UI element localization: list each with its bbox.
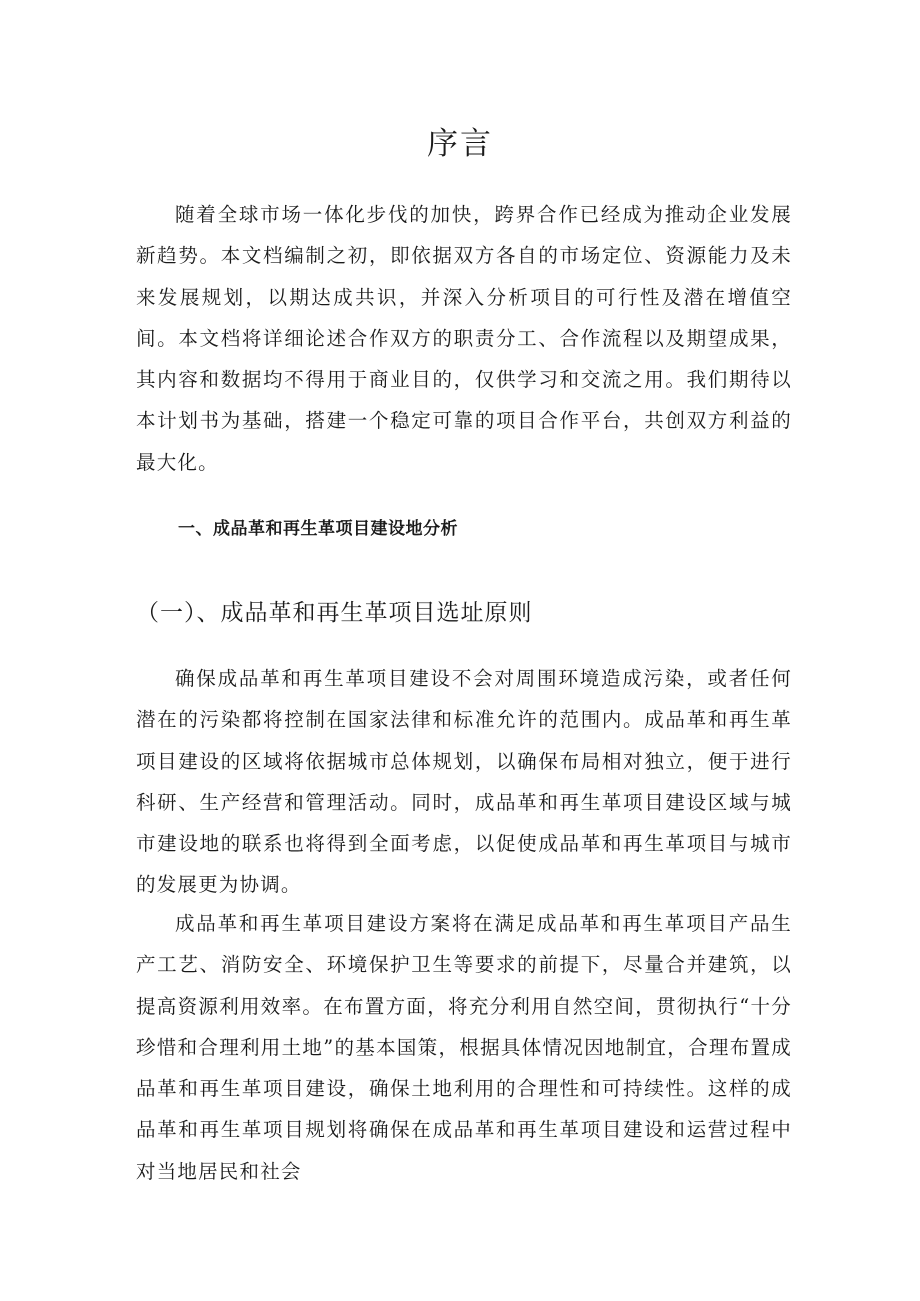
page-title: 序言 bbox=[427, 126, 493, 162]
preface-paragraph: 随着全球市场一体化步伐的加快，跨界合作已经成为推动企业发展新趋势。本文档编制之初，即依据双方各自的市场定位、资源能力及未来发展规划，以期达成共识，并深入分析项目的可行性及潜在增值空间。本文档将详细论述合作双方的职责分工、合作流程以及期望成果，其内容和数据均不得用于商业目的，仅供学习和交流之用。我们期待以本计划书为基础，搭建一个稳定可靠的项目合作平台，共创双方利益的最大化。 bbox=[136, 203, 792, 474]
subsection-heading: （一）、成品革和再生革项目选址原则 bbox=[136, 600, 533, 626]
body-paragraph: 确保成品革和再生革项目建设不会对周围环境造成污染，或者任何潜在的污染都将控制在国家法律和标准允许的范围内。成品革和再生革项目建设的区域将依据城市总体规划，以确保布局相对独立，便于进行科研、生产经营和管理活动。同时，成品革和再生革项目建设区域与城市建设地的联系也将得到全面考虑，以促使成品革和再生革项目与城市的发展更为协调。 bbox=[136, 667, 792, 897]
section-heading: 一、成品革和再生革项目建设地分析 bbox=[178, 519, 458, 539]
body-paragraph: 成品革和再生革项目建设方案将在满足成品革和再生革项目产品生产工艺、消防安全、环境保护卫生等要求的前提下，尽量合并建筑，以提高资源利用效率。在布置方面，将充分利用自然空间，贯彻执行“十分珍惜和合理利用土地”的基本国策，根据具体情况因地制宜，合理布置成品革和再生革项目建设，确保土地利用的合理性和可持续性。这样的成品革和再生革项目规划将确保在成品革和再生革项目建设和运营过程中对当地居民和社会 bbox=[136, 912, 792, 1183]
